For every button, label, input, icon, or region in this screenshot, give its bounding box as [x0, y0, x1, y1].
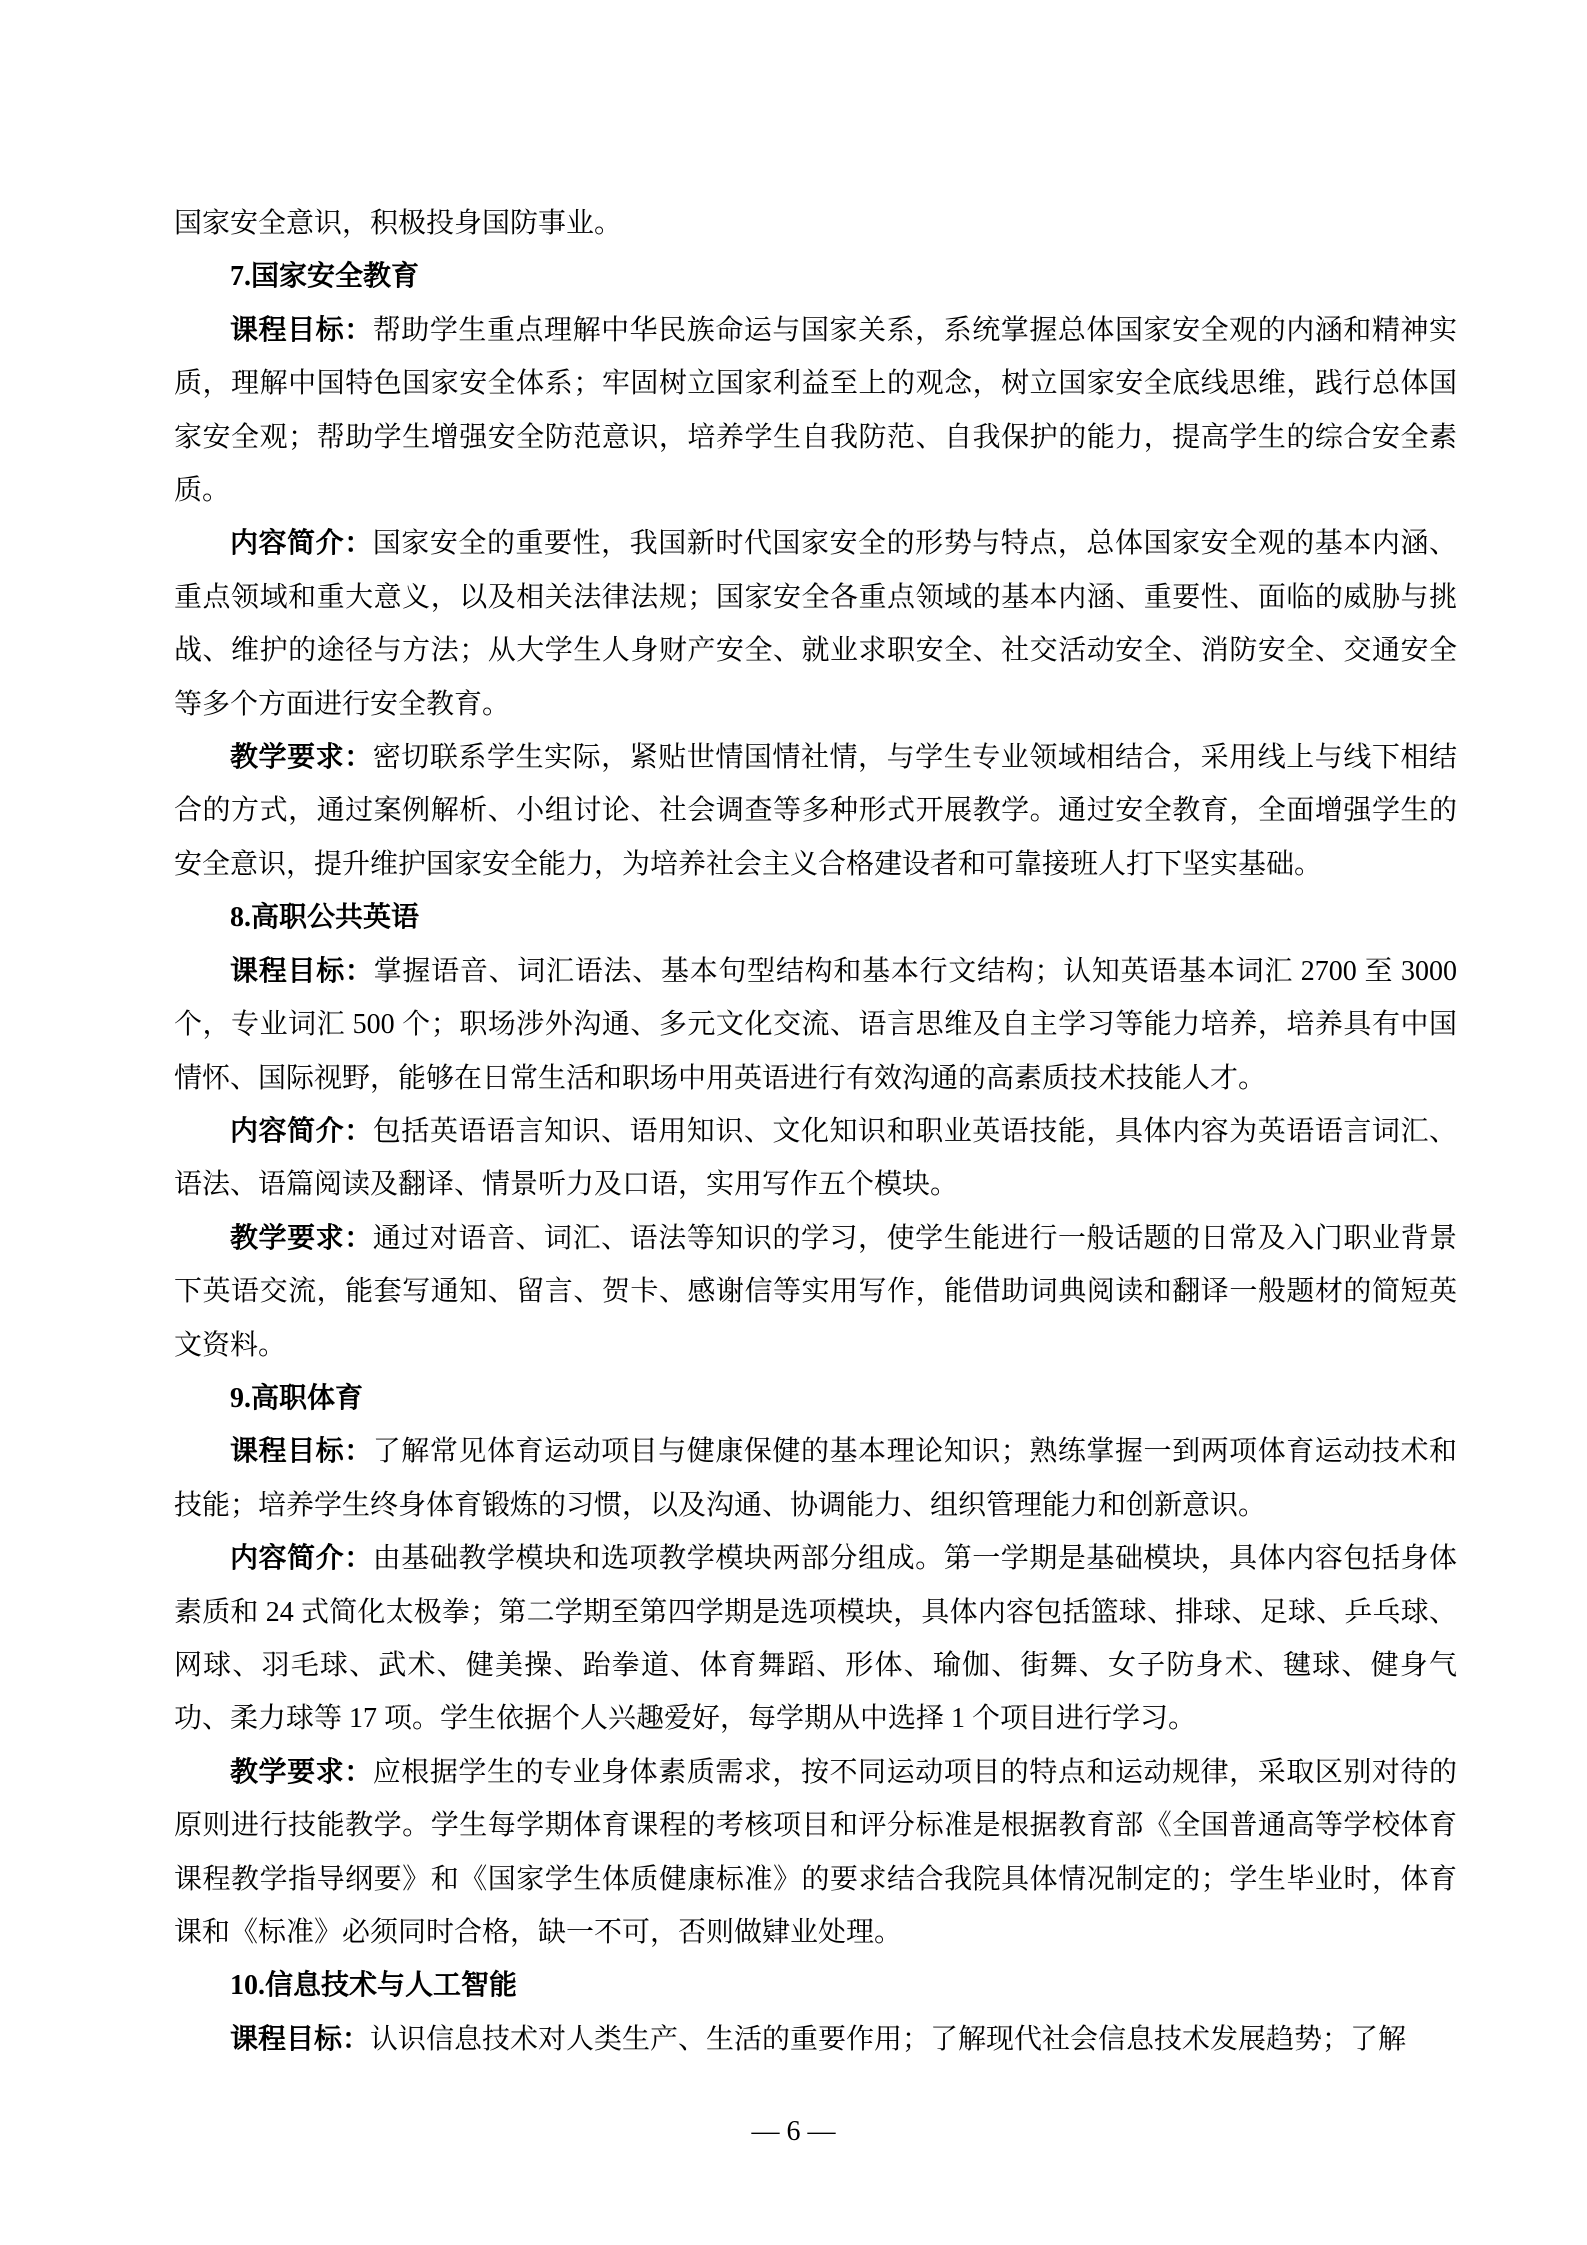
paragraph-teaching-requirements — [174, 1212, 1457, 1372]
paragraph-teaching-requirements — [174, 1746, 1457, 1960]
paragraph-text: 了解常见体育运动项目与健康保健的基本理论知识；熟练掌握一到两项体育运动技术和技能；培养学生终身体育锻炼的习惯，以及沟通、协调能力、组织管理能力和创新意识。 — [174, 1436, 1457, 1521]
section-heading-public-english: 8.高职公共英语 — [230, 902, 420, 934]
paragraph-course-objectives — [174, 945, 1457, 1105]
paragraph-label: 教学要求： — [230, 742, 373, 774]
paragraph-text: 包括英语语言知识、语用知识、文化知识和职业英语技能，具体内容为英语语言词汇、语法、语篇阅读及翻译、情景听力及口语，实用写作五个模块。 — [174, 1115, 1457, 1201]
paragraph-text: 应根据学生的专业身体素质需求，按不同运动项目的特点和运动规律，采取区别对待的原则进行技能教学。学生每学期体育课程的考核项目和评分标准是根据教育部《全国普通高等学校体育课程教学指导纲要》和《国家学生体质健康标准》的要求结合我院具体情况制定的；学生毕业时，体育课和《标准》必须同时合格，缺一不可，否则做肄业处理。 — [174, 1756, 1457, 1948]
page-number: — 6 — — [751, 2116, 836, 2147]
paragraph-label: 教学要求： — [230, 1756, 373, 1788]
paragraph-content-intro — [174, 1105, 1457, 1212]
paragraph-label: 内容简介： — [230, 1543, 373, 1575]
paragraph-teaching-requirements — [174, 731, 1457, 891]
paragraph-text: 由基础教学模块和选项教学模块两部分组成。第一学期是基础模块，具体内容包括身体素质和 24 式简化太极拳；第二学期至第四学期是选项模块，具体内容包括篮球、排球、足球、乒乓球、网球、羽毛球、武术、健美操、跆拳道、体育舞蹈、形体、瑜伽、街舞、女子防身术、毽球、健身气功、柔力球等 17 项。学生依据个人兴趣爱好，每学期从中选择 1 个项目进行学习。 — [174, 1543, 1457, 1735]
section-heading-physical-education: 9.高职体育 — [230, 1382, 364, 1414]
paragraph-text: 帮助学生重点理解中华民族命运与国家关系，系统掌握总体国家安全观的内涵和精神实质，理解中国特色国家安全体系；牢固树立国家利益至上的观念，树立国家安全底线思维，践行总体国家安全观；帮助学生增强安全防范意识，培养学生自我防范、自我保护的能力，提高学生的综合安全素质。 — [174, 314, 1457, 507]
paragraph-course-objectives — [174, 304, 1457, 518]
paragraph-course-objectives — [174, 1425, 1457, 1532]
paragraph-label: 内容简介： — [230, 1115, 373, 1147]
continuation-text: 国家安全意识，积极投身国防事业。 — [174, 208, 623, 239]
section-heading-information-technology-ai: 10.信息技术与人工智能 — [230, 1970, 518, 2002]
paragraph-label: 课程目标： — [230, 1436, 373, 1468]
paragraph-label: 课程目标： — [230, 2023, 371, 2055]
paragraph-content-intro — [174, 1532, 1457, 1746]
paragraph-content-intro — [174, 517, 1457, 731]
paragraph-text: 国家安全的重要性，我国新时代国家安全的形势与特点，总体国家安全观的基本内涵、重点领域和重大意义，以及相关法律法规；国家安全各重点领域的基本内涵、重要性、面临的威胁与挑战、维护的途径与方法；从大学生人身财产安全、就业求职安全、社交活动安全、消防安全、交通安全等多个方面进行安全教育。 — [174, 528, 1457, 720]
section-heading-national-security: 7.国家安全教育 — [230, 261, 420, 293]
paragraph-course-objectives — [174, 2013, 1457, 2066]
paragraph-text: 认识信息技术对人类生产、生活的重要作用；了解现代社会信息技术发展趋势；了解 — [370, 2023, 1407, 2055]
paragraph-label: 内容简介： — [230, 528, 373, 560]
paragraph-text: 掌握语音、词汇语法、基本句型结构和基本行文结构；认知英语基本词汇 2700 至 3000 个，专业词汇 500 个；职场涉外沟通、多元文化交流、语言思维及自主学习等能力培养，培养具有中国情怀、国际视野，能够在日常生活和职场中用英语进行有效沟通的高素质技术技能人才。 — [174, 955, 1457, 1094]
document-body — [174, 197, 1457, 2066]
paragraph-text: 密切联系学生实际，紧贴世情国情社情，与学生专业领域相结合，采用线上与线下相结合的方式，通过案例解析、小组讨论、社会调查等多种形式开展教学。通过安全教育，全面增强学生的安全意识，提升维护国家安全能力，为培养社会主义合格建设者和可靠接班人打下坚实基础。 — [174, 742, 1457, 880]
paragraph-label: 课程目标： — [230, 955, 374, 987]
paragraph-label: 教学要求： — [230, 1222, 373, 1254]
paragraph-text: 通过对语音、词汇、语法等知识的学习，使学生能进行一般话题的日常及入门职业背景下英语交流，能套写通知、留言、贺卡、感谢信等实用写作，能借助词典阅读和翻译一般题材的简短英文资料。 — [174, 1222, 1457, 1361]
paragraph-label: 课程目标： — [230, 314, 373, 346]
